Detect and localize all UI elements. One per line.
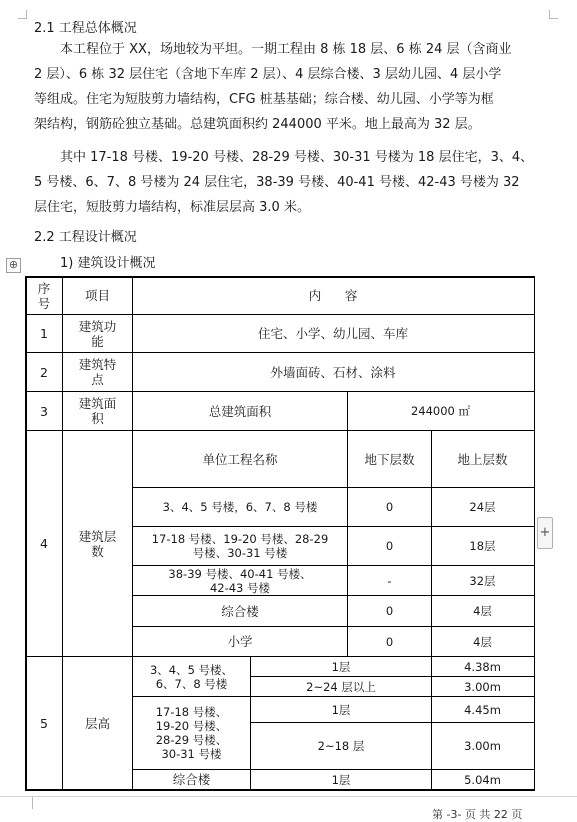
floor-row-name: 综合楼 (221, 603, 259, 619)
floor-row-under: 0 (385, 539, 394, 553)
floor-row-under: - (387, 573, 392, 588)
height-floor: 1层 (331, 702, 351, 717)
page-bottom-rule (0, 796, 577, 797)
paragraph-line: 2 层）、6 栋 32 层住宅（含地下车库 2 层）、4 层综合楼、3 层幼儿园、4 层小学 (34, 67, 502, 82)
cell-seq: 2 (40, 364, 48, 380)
cell-item: 建筑面 积 (78, 396, 117, 426)
paragraph-line: 本工程位于 XX，场地较为平坦。一期工程由 8 栋 18 层、6 栋 24 层（含商业 (60, 42, 512, 57)
height-value: 4.45m (464, 702, 501, 717)
cell-seq: 5 (40, 715, 48, 731)
cell-seq: 3 (40, 403, 48, 419)
section-2-1-title: 2.1 工程总体概况 (34, 21, 137, 36)
floor-row-above: 4层 (473, 634, 492, 649)
paragraph-line: 其中 17-18 号楼、19-20 号楼、28-29 号楼、30-31 号楼为 18 层住宅，3、4、 (60, 150, 534, 165)
header-content: 内 容 (308, 288, 358, 303)
cell-seq: 1 (40, 326, 48, 341)
subsection-title: 1) 建筑设计概况 (60, 256, 156, 271)
cell-item: 层高 (84, 715, 110, 731)
cell-area-value: 244000 ㎡ (410, 404, 471, 418)
table-move-handle-icon[interactable]: ⊕ (6, 258, 21, 273)
floor-row-name: 17-18 号楼、19-20 号楼、28-29 号楼、30-31 号楼 (151, 532, 329, 560)
floor-row-above: 18层 (469, 539, 496, 553)
floor-row-name: 3、4、5 号楼，6、7、8 号楼 (162, 500, 318, 514)
height-value: 3.00m (464, 739, 501, 753)
height-value: 4.38m (464, 659, 501, 674)
paragraph-buildings (34, 145, 544, 220)
cell-item: 建筑功 能 (78, 318, 117, 349)
floor-row-under: 0 (385, 500, 394, 514)
height-group-name: 3、4、5 号楼、 6、7、8 号楼 (149, 662, 234, 691)
cell-label: 总建筑面积 (208, 403, 272, 419)
subheader-name: 单位工程名称 (202, 451, 278, 467)
floor-row-name: 小学 (227, 634, 253, 649)
height-value: 5.04m (464, 772, 501, 787)
margin-corner-mark (18, 10, 27, 19)
header-item: 项目 (84, 288, 110, 303)
page-footer: 第 -3- 页 共 22 页 (432, 808, 523, 821)
paragraph-line: 5 号楼、6、7、8 号楼为 24 层住宅，38-39 号楼、40-41 号楼、42-43 号楼为 32 (34, 175, 520, 190)
height-group-name: 综合楼 (172, 772, 211, 787)
cell-item: 建筑层 数 (78, 528, 117, 559)
height-group-name: 17-18 号楼、 19-20 号楼、 28-29 号楼、 30-31 号楼 (155, 705, 228, 761)
subheader-aboveground: 地上层数 (457, 451, 508, 467)
floor-row-above: 4层 (473, 604, 492, 618)
cell-content: 外墙面砖、石材、涂料 (270, 364, 396, 380)
cell-content: 住宅、小学、幼儿园、车库 (257, 326, 408, 341)
paragraph-line: 等组成。住宅为短肢剪力墙结构，CFG 桩基基础；综合楼、幼儿园、小学等为框 (34, 92, 494, 107)
subheader-underground: 地下层数 (364, 451, 415, 467)
height-floor: 1层 (331, 772, 351, 787)
paragraph-overview (34, 37, 544, 137)
section-2-2-title: 2.2 工程设计概况 (34, 230, 137, 245)
cell-item: 建筑特 点 (78, 357, 117, 387)
cell-seq: 4 (40, 536, 48, 551)
header-seq: 序 号 (37, 280, 51, 311)
add-column-button[interactable]: + (537, 517, 553, 549)
height-floor: 2~24 层以上 (306, 679, 376, 694)
margin-corner-mark (549, 10, 558, 19)
height-floor: 1层 (331, 659, 351, 674)
floor-row-above: 24层 (469, 500, 496, 514)
height-floor: 2~18 层 (317, 739, 365, 753)
floor-row-above: 32层 (469, 573, 496, 588)
floor-row-under: 0 (385, 634, 394, 649)
margin-corner-mark (24, 797, 33, 809)
floor-row-name: 38-39 号楼、40-41 号楼、 42-43 号楼 (168, 566, 312, 595)
paragraph-line: 层住宅，短肢剪力墙结构，标准层层高 3.0 米。 (34, 200, 310, 215)
paragraph-line: 架结构，钢筋砼独立基础。总建筑面积约 244000 平米。地上最高为 32 层。 (34, 117, 481, 132)
height-value: 3.00m (464, 679, 501, 694)
building-design-table (25, 276, 535, 790)
floor-row-under: 0 (385, 604, 394, 618)
